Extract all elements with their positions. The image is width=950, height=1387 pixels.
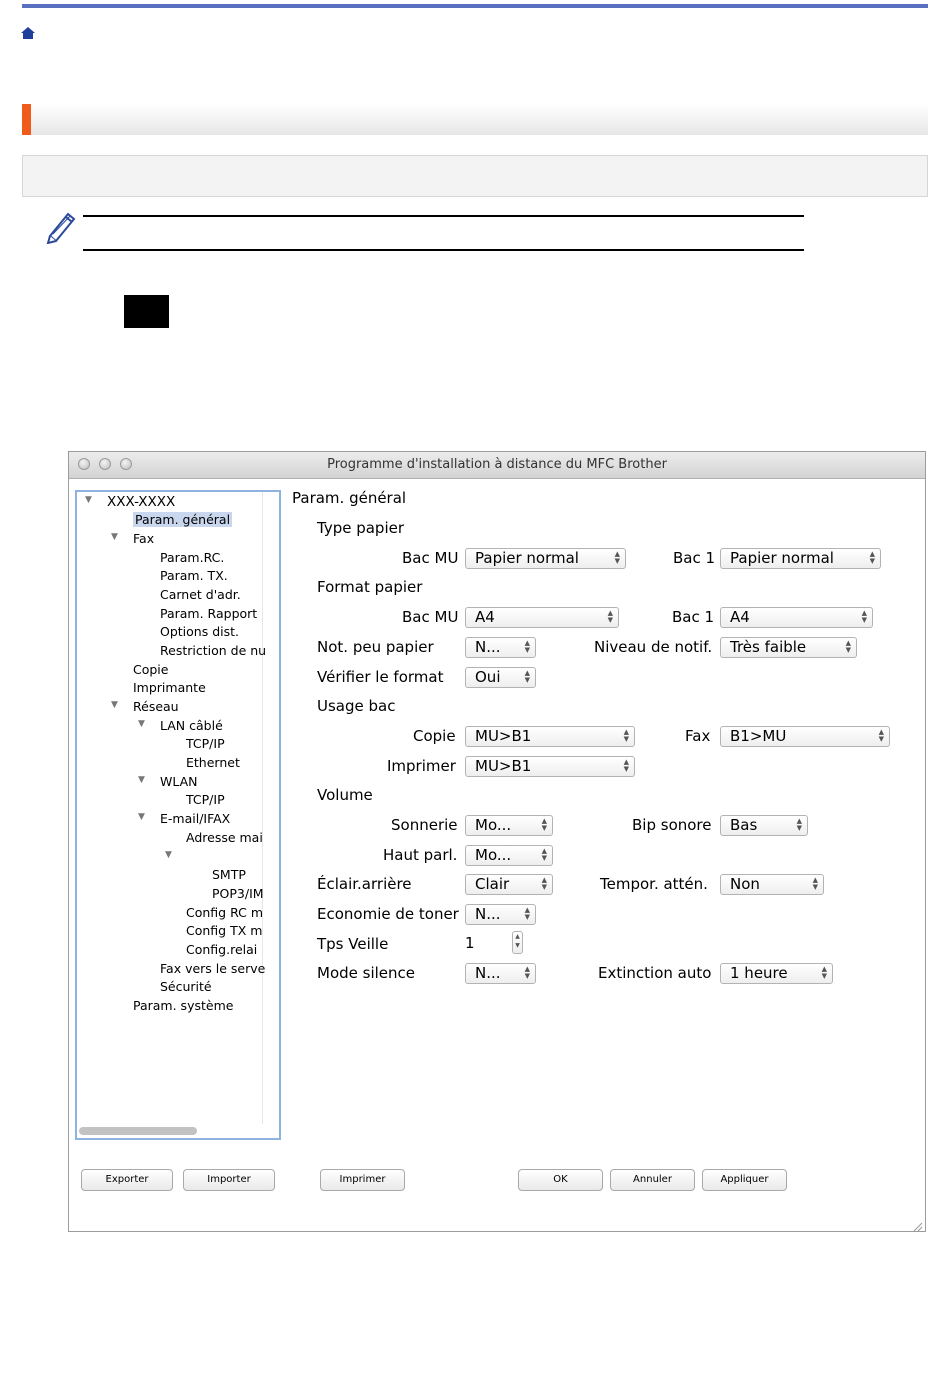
select-arrows-icon: ▲ ▼ — [524, 669, 530, 684]
tree-item-securite[interactable]: Sécurité — [160, 979, 212, 994]
pencil-icon — [44, 208, 78, 248]
format-papier-label: Format papier — [317, 578, 423, 596]
tree-item-param-rc[interactable]: Param.RC. — [160, 550, 225, 565]
format-bac1-select[interactable]: A4 ▲ ▼ — [720, 607, 873, 628]
tree-item-wlan[interactable]: WLAN — [160, 774, 198, 789]
tps-veille-label: Tps Veille — [317, 935, 389, 953]
tree-item-config-relai[interactable]: Config.relai — [186, 942, 258, 957]
section-header-bar — [22, 104, 928, 135]
select-arrows-icon: ▲ ▼ — [524, 639, 530, 654]
niveau-notif-label: Niveau de notif. — [594, 638, 713, 656]
tree-expanded-icon[interactable]: ▼ — [111, 532, 118, 542]
tree-expanded-icon[interactable]: ▼ — [165, 850, 172, 860]
tree-item-pop3[interactable]: POP3/IM — [212, 886, 264, 901]
verifier-format-select[interactable]: Oui ▲ ▼ — [465, 667, 536, 688]
select-arrows-icon: ▲ ▼ — [845, 639, 851, 654]
select-arrows-icon: ▲ ▼ — [861, 609, 867, 624]
tree-item-ethernet[interactable]: Ethernet — [186, 755, 240, 770]
tree-expanded-icon[interactable]: ▼ — [138, 719, 145, 729]
tempor-atten-select[interactable]: Non ▲ ▼ — [720, 874, 824, 895]
select-arrows-icon: ▲ ▼ — [541, 876, 547, 891]
tree-item-param-general[interactable]: Param. général — [135, 512, 231, 527]
economie-toner-select[interactable]: N... ▲ ▼ — [465, 904, 536, 925]
tree-column-divider — [262, 492, 263, 1124]
fax-select[interactable]: B1>MU ▲ ▼ — [720, 726, 890, 747]
tree-item-imprimante[interactable]: Imprimante — [133, 680, 206, 695]
sonnerie-select[interactable]: Mo... ▲ ▼ — [465, 815, 553, 836]
tree-item-param-tx[interactable]: Param. TX. — [160, 568, 228, 583]
tree-expanded-icon[interactable]: ▼ — [111, 700, 118, 710]
ok-button[interactable]: OK — [518, 1169, 603, 1191]
select-arrows-icon: ▲ ▼ — [524, 965, 530, 980]
type-bac-mu-select[interactable]: Papier normal ▲ ▼ — [465, 548, 626, 569]
tree-item-adresse-mail[interactable]: Adresse mai — [186, 830, 263, 845]
mode-silence-select[interactable]: N... ▲ ▼ — [465, 963, 536, 984]
format-bac1-label: Bac 1 — [672, 608, 715, 626]
tree-item-param-rapport[interactable]: Param. Rapport — [160, 606, 258, 621]
info-band — [22, 155, 928, 197]
remote-setup-window — [68, 451, 926, 1232]
tree-item-tcpip-wlan[interactable]: TCP/IP — [186, 792, 225, 807]
haut-parl-label: Haut parl. — [383, 846, 458, 864]
select-arrows-icon: ▲ ▼ — [821, 965, 827, 980]
select-arrows-icon: ▲ ▼ — [524, 906, 530, 921]
select-arrows-icon: ▲ ▼ — [607, 609, 613, 624]
usage-bac-label: Usage bac — [317, 697, 396, 715]
tps-veille-input[interactable]: 1 — [465, 934, 475, 952]
appliquer-button[interactable]: Appliquer — [702, 1169, 787, 1191]
type-bac1-label: Bac 1 — [673, 549, 716, 567]
tree-item-smtp[interactable]: SMTP — [212, 867, 246, 882]
type-papier-label: Type papier — [317, 519, 405, 537]
haut-parl-select[interactable]: Mo... ▲ ▼ — [465, 845, 553, 866]
tree-item-reseau[interactable]: Réseau — [133, 699, 179, 714]
tree-item-lan-cable[interactable]: LAN câblé — [160, 718, 223, 733]
section-accent — [22, 104, 31, 135]
sonnerie-label: Sonnerie — [391, 816, 458, 834]
tree-root[interactable]: XXX-XXXX — [107, 494, 176, 510]
exporter-button[interactable]: Exporter — [81, 1169, 173, 1191]
mode-silence-label: Mode silence — [317, 964, 415, 982]
panel-heading: Param. général — [292, 489, 407, 507]
niveau-notif-select[interactable]: Très faible ▲ ▼ — [720, 637, 857, 658]
tempor-atten-label: Tempor. attén. — [600, 875, 708, 893]
select-arrows-icon: ▲ ▼ — [623, 758, 629, 773]
tree-item-config-tx[interactable]: Config TX m — [186, 923, 263, 938]
select-arrows-icon: ▲ ▼ — [878, 728, 884, 743]
type-bac1-select[interactable]: Papier normal ▲ ▼ — [720, 548, 881, 569]
tree-item-tcpip-lan[interactable]: TCP/IP — [186, 736, 225, 751]
select-arrows-icon: ▲ ▼ — [812, 876, 818, 891]
tree-item-param-systeme[interactable]: Param. système — [133, 998, 234, 1013]
tree-item-restriction[interactable]: Restriction de nu — [160, 643, 267, 658]
select-arrows-icon: ▲ ▼ — [541, 817, 547, 832]
imprimer-label: Imprimer — [387, 757, 456, 775]
settings-tree[interactable] — [75, 490, 281, 1140]
extinction-auto-select[interactable]: 1 heure ▲ ▼ — [720, 963, 833, 984]
select-arrows-icon: ▲ ▼ — [541, 847, 547, 862]
tree-item-carnet[interactable]: Carnet d'adr. — [160, 587, 241, 602]
resize-grip-icon[interactable] — [911, 1217, 923, 1229]
tree-expanded-icon[interactable]: ▼ — [85, 495, 92, 505]
tree-horizontal-scrollbar[interactable] — [79, 1127, 197, 1135]
note-rule-top — [83, 215, 804, 217]
tree-item-email-ifax[interactable]: E-mail/IFAX — [160, 811, 231, 826]
format-bac-mu-label: Bac MU — [402, 608, 459, 626]
tree-item-config-rc[interactable]: Config RC m — [186, 905, 264, 920]
imprimer-select[interactable]: MU>B1 ▲ ▼ — [465, 756, 635, 777]
verifier-format-label: Vérifier le format — [317, 668, 444, 686]
tree-expanded-icon[interactable]: ▼ — [138, 812, 145, 822]
fax-label: Fax — [685, 727, 711, 745]
importer-button[interactable]: Importer — [183, 1169, 275, 1191]
imprimer-button[interactable]: Imprimer — [320, 1169, 405, 1191]
bip-sonore-label: Bip sonore — [632, 816, 712, 834]
copie-select[interactable]: MU>B1 ▲ ▼ — [465, 726, 635, 747]
tree-expanded-icon[interactable]: ▼ — [138, 775, 145, 785]
tps-veille-stepper[interactable]: ▲ ▼ — [512, 931, 523, 954]
format-bac-mu-select[interactable]: A4 ▲ ▼ — [465, 607, 619, 628]
tree-item-options-dist[interactable]: Options dist. — [160, 624, 239, 639]
top-rule — [22, 4, 928, 8]
select-arrows-icon: ▲ ▼ — [869, 550, 875, 565]
step-number-box — [124, 295, 169, 328]
type-bac-mu-label: Bac MU — [402, 549, 459, 567]
copie-label: Copie — [413, 727, 456, 745]
extinction-auto-label: Extinction auto — [598, 964, 712, 982]
eclair-arriere-label: Éclair.arrière — [317, 875, 412, 893]
tree-item-copie[interactable]: Copie — [133, 662, 169, 677]
eclair-arriere-select[interactable]: Clair ▲ ▼ — [465, 874, 553, 895]
select-arrows-icon: ▲ ▼ — [614, 550, 620, 565]
select-arrows-icon: ▲ ▼ — [623, 728, 629, 743]
not-peu-papier-label: Not. peu papier — [317, 638, 434, 656]
tree-item-fax[interactable]: Fax — [133, 531, 155, 546]
note-rule-bottom — [83, 249, 804, 251]
bip-sonore-select[interactable]: Bas ▲ ▼ — [720, 815, 808, 836]
tree-item-fax-serveur[interactable]: Fax vers le serve — [160, 961, 266, 976]
economie-toner-label: Economie de toner — [317, 905, 459, 923]
home-icon[interactable] — [20, 25, 36, 44]
window-title: Programme d'installation à distance du MFC Brother — [327, 457, 667, 472]
not-peu-papier-select[interactable]: N... ▲ ▼ — [465, 637, 536, 658]
window-titlebar — [69, 452, 925, 479]
volume-label: Volume — [317, 786, 373, 804]
annuler-button[interactable]: Annuler — [610, 1169, 695, 1191]
select-arrows-icon: ▲ ▼ — [796, 817, 802, 832]
